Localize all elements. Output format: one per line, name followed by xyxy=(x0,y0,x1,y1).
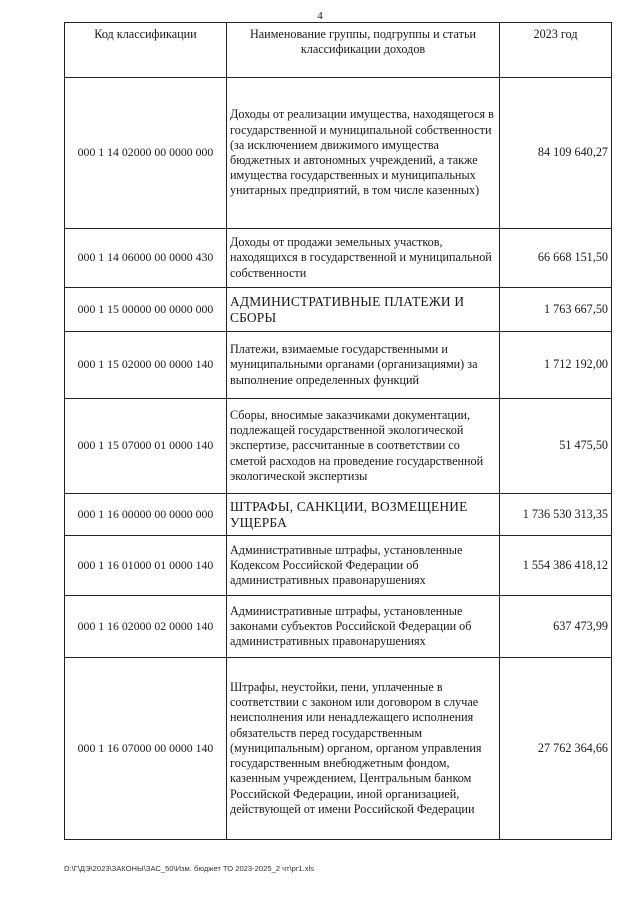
row-name: Платежи, взимаемые государственными и муниципальными органами (организациями) за выполнение определенных функций xyxy=(227,332,500,399)
table-row xyxy=(65,399,612,494)
row-amount: 27 762 364,66 xyxy=(500,658,612,840)
page-number: 4 xyxy=(317,10,323,22)
row-name: Административные штрафы, установленные законами субъектов Российской Федерации об административных правонарушениях xyxy=(227,596,500,658)
row-code: 000 1 15 07000 01 0000 140 xyxy=(65,399,227,494)
row-amount: 84 109 640,27 xyxy=(500,78,612,229)
row-name: Доходы от реализации имущества, находящегося в государственной и муниципальной собственности (за исключением движимого имущества бюджетных и автономных учреждений, а также имущества государственных и муниципальных унитарных предприятий, в том числе казенных) xyxy=(227,78,500,229)
row-name: Административные штрафы, установленные Кодексом Российской Федерации об административных правонарушениях xyxy=(227,536,500,596)
table-row xyxy=(65,332,612,399)
row-code: 000 1 14 02000 00 0000 000 xyxy=(65,78,227,229)
row-name: Штрафы, неустойки, пени, уплаченные в соответствии с законом или договором в случае неисполнения или ненадлежащего исполнения обязательств перед государственным (муниципальным) органом, органом управления государственным внебюджетным фондом, казенным учреждением, Центральным банком Российской Федерации, иной организацией, действующей от имени Российской Федерации xyxy=(227,658,500,840)
row-code: 000 1 16 07000 00 0000 140 xyxy=(65,658,227,840)
header-year: 2023 год xyxy=(500,23,612,78)
table-row xyxy=(65,288,612,332)
header-code: Код классификации xyxy=(65,23,227,78)
row-amount: 51 475,50 xyxy=(500,399,612,494)
row-code: 000 1 14 06000 00 0000 430 xyxy=(65,229,227,288)
row-name: Сборы, вносимые заказчиками документации, подлежащей государственной экологической экспертизе, рассчитанные в соответствии со сметой расходов на проведение государственной экологической экспертизы xyxy=(227,399,500,494)
row-amount: 637 473,99 xyxy=(500,596,612,658)
row-code: 000 1 15 00000 00 0000 000 xyxy=(65,288,227,332)
row-amount: 66 668 151,50 xyxy=(500,229,612,288)
table-header-row xyxy=(65,23,612,78)
file-path-footer: D:\Г\ДЭ\2023\ЗАКОНЫ\ЗАС_50\Изм. бюджет ТО 2023-2025_2 чт\pr1.xls xyxy=(64,864,315,873)
table-row xyxy=(65,658,612,840)
row-amount: 1 736 530 313,35 xyxy=(500,494,612,536)
row-name: ШТРАФЫ, САНКЦИИ, ВОЗМЕЩЕНИЕ УЩЕРБА xyxy=(227,494,500,536)
row-code: 000 1 16 01000 01 0000 140 xyxy=(65,536,227,596)
row-amount: 1 763 667,50 xyxy=(500,288,612,332)
row-code: 000 1 16 02000 02 0000 140 xyxy=(65,596,227,658)
row-name: АДМИНИСТРАТИВНЫЕ ПЛАТЕЖИ И СБОРЫ xyxy=(227,288,500,332)
row-amount: 1 712 192,00 xyxy=(500,332,612,399)
header-name: Наименование группы, подгруппы и статьи классификации доходов xyxy=(227,23,500,78)
table-row xyxy=(65,78,612,229)
row-code: 000 1 15 02000 00 0000 140 xyxy=(65,332,227,399)
revenue-classification-table xyxy=(64,22,612,840)
table-row xyxy=(65,229,612,288)
table-row xyxy=(65,596,612,658)
table-row xyxy=(65,536,612,596)
table-row xyxy=(65,494,612,536)
row-name: Доходы от продажи земельных участков, находящихся в государственной и муниципальной собственности xyxy=(227,229,500,288)
row-amount: 1 554 386 418,12 xyxy=(500,536,612,596)
row-code: 000 1 16 00000 00 0000 000 xyxy=(65,494,227,536)
